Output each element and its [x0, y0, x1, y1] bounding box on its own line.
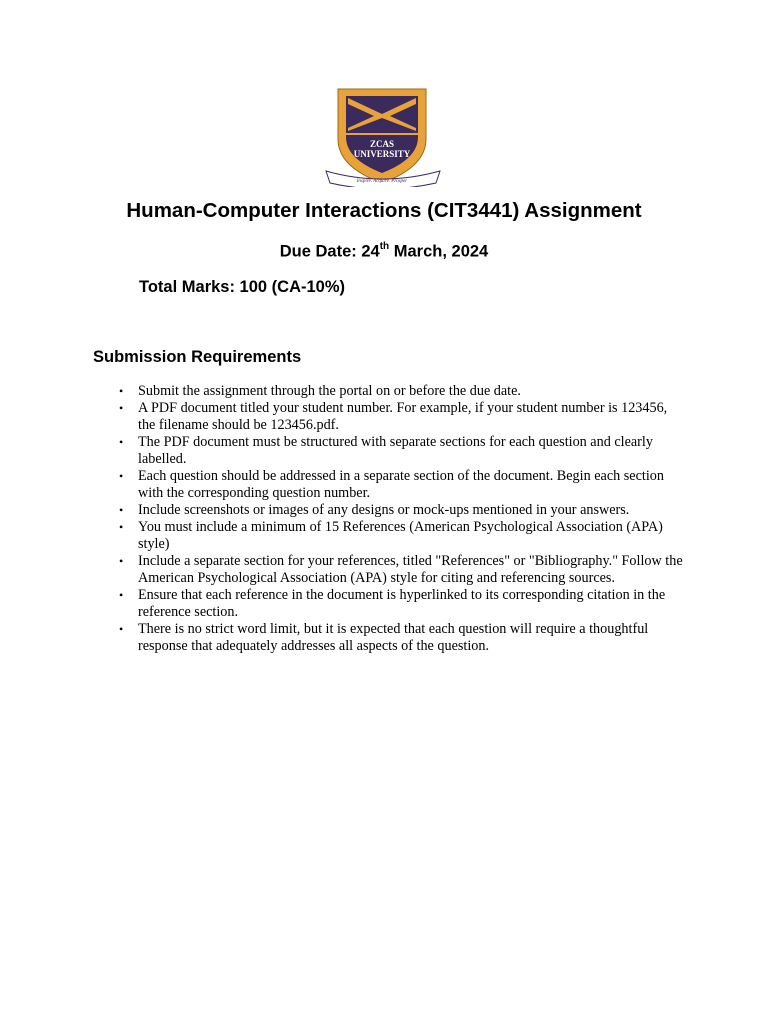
logo-text-line1: ZCAS [369, 139, 395, 149]
due-date-prefix: Due Date: 24 [279, 242, 380, 261]
list-item [119, 383, 686, 400]
bullet-icon: • [119, 435, 124, 449]
bullet-icon: • [119, 554, 124, 568]
list-item [119, 553, 686, 587]
list-item [119, 468, 686, 502]
list-item-text: Ensure that each reference in the document is hyperlinked to its corresponding citation in the reference section. [138, 587, 666, 620]
total-marks: Total Marks: 100 (CA-10%) [139, 278, 346, 296]
list-item [119, 587, 686, 621]
submission-requirements-heading: Submission Requirements [93, 348, 302, 366]
logo-motto: Inspire. Acquire. Prosper [356, 179, 408, 184]
bullet-icon: • [119, 588, 124, 602]
due-date-suffix: March, 2024 [389, 242, 489, 261]
zcas-shield-icon [324, 87, 442, 187]
list-item [119, 621, 686, 655]
list-item-text: Submit the assignment through the portal on or before the due date. [138, 383, 521, 399]
bullet-icon: • [119, 503, 124, 517]
list-item-text: Include screenshots or images of any designs or mock-ups mentioned in your answers. [138, 502, 630, 518]
list-item [119, 519, 686, 553]
submission-requirements-list [119, 383, 686, 655]
logo-text-line2: UNIVERSITY [353, 149, 411, 159]
list-item [119, 434, 686, 468]
bullet-icon: • [119, 401, 124, 415]
list-item-text: Include a separate section for your references, titled "References" or "Bibliography." Follow the American Psychological Association (APA) style for citing and referencing sources. [138, 553, 683, 586]
list-item-text: You must include a minimum of 15 References (American Psychological Association (APA) style) [138, 519, 663, 552]
bullet-icon: • [119, 469, 124, 483]
list-item-text: Each question should be addressed in a separate section of the document. Begin each section with the corresponding question number. [138, 468, 664, 501]
due-date [0, 242, 768, 262]
bullet-icon: • [119, 622, 124, 636]
bullet-icon: • [119, 520, 124, 534]
assignment-title: Human-Computer Interactions (CIT3441) Assignment [126, 199, 642, 222]
list-item [119, 400, 686, 434]
list-item-text: There is no strict word limit, but it is expected that each question will require a thoughtful response that adequately addresses all aspects of the question. [138, 621, 649, 654]
bullet-icon: • [119, 384, 124, 398]
list-item-text: The PDF document must be structured with separate sections for each question and clearly labelled. [138, 434, 653, 467]
due-date-superscript: th [379, 241, 390, 252]
university-logo [324, 87, 442, 187]
list-item-text: A PDF document titled your student number. For example, if your student number is 123456, the filename should be 123456.pdf. [138, 400, 668, 433]
list-item [119, 502, 686, 519]
